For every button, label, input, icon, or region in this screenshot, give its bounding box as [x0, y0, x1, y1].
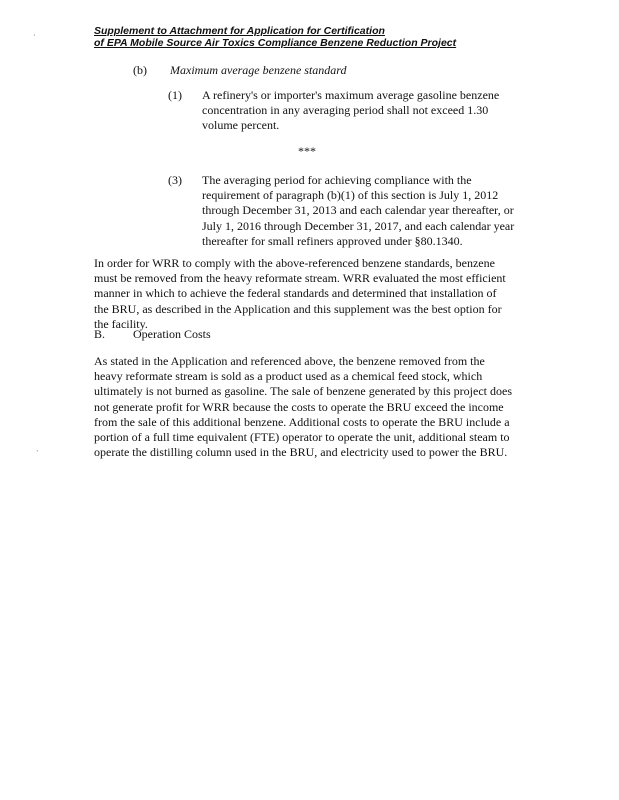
item-3 [168, 173, 528, 251]
document-header [94, 25, 574, 49]
header-line-2: of EPA Mobile Source Air Toxics Compliance Benzene Reduction Project [94, 37, 457, 49]
section-b-letter: B. [94, 327, 106, 341]
section-b-heading [94, 327, 211, 342]
omission-asterisks: *** [298, 144, 316, 158]
scan-speck: ` [36, 449, 39, 458]
subsection-b [133, 63, 347, 78]
paragraph-operation-costs: As stated in the Application and referenced above, the benzene removed from the heavy reformate stream is sold as a product used as a chemical feed stock, which ultimately is not burned as gasoline. The sale of benzene generated by this project does not generate profit for WRR because the costs to operate the BRU exceed the income from the sale of this additional benzene. Additional costs to operate the BRU include a portion of a full time equivalent (FTE) operator to operate the unit, additional steam to operate the distilling column used in the BRU, and electricity used to power the BRU. [94, 354, 512, 460]
scan-speck: · [33, 31, 36, 40]
item-3-text: The averaging period for achieving compliance with the requirement of paragraph (b)(1) of this section is July 1, 2012 through December 31, 2013 and each calendar year thereafter, or July 1, 2016 through December 31, 2017, and each calendar year thereafter for small refiners approved under §80.1340. [202, 173, 515, 248]
item-1-label: (1) [168, 88, 182, 102]
item-3-label: (3) [168, 173, 182, 187]
item-1-text: A refinery's or importer's maximum average gasoline benzene concentration in any averaging period shall not exceed 1.30 volume percent. [202, 88, 500, 133]
header-line-1: Supplement to Attachment for Application for Certification [94, 25, 385, 37]
subsection-b-title: Maximum average benzene standard [170, 63, 347, 77]
section-b-title: Operation Costs [133, 327, 211, 341]
paragraph-compliance: In order for WRR to comply with the above-referenced benzene standards, benzene must be removed from the heavy reformate stream. WRR evaluated the most efficient manner in which to achieve the federal standards and determined that installation of the BRU, as described in the Application and this supplement was the best option for the facility. [94, 256, 506, 331]
subsection-b-label: (b) [133, 63, 147, 77]
item-1 [168, 88, 528, 134]
